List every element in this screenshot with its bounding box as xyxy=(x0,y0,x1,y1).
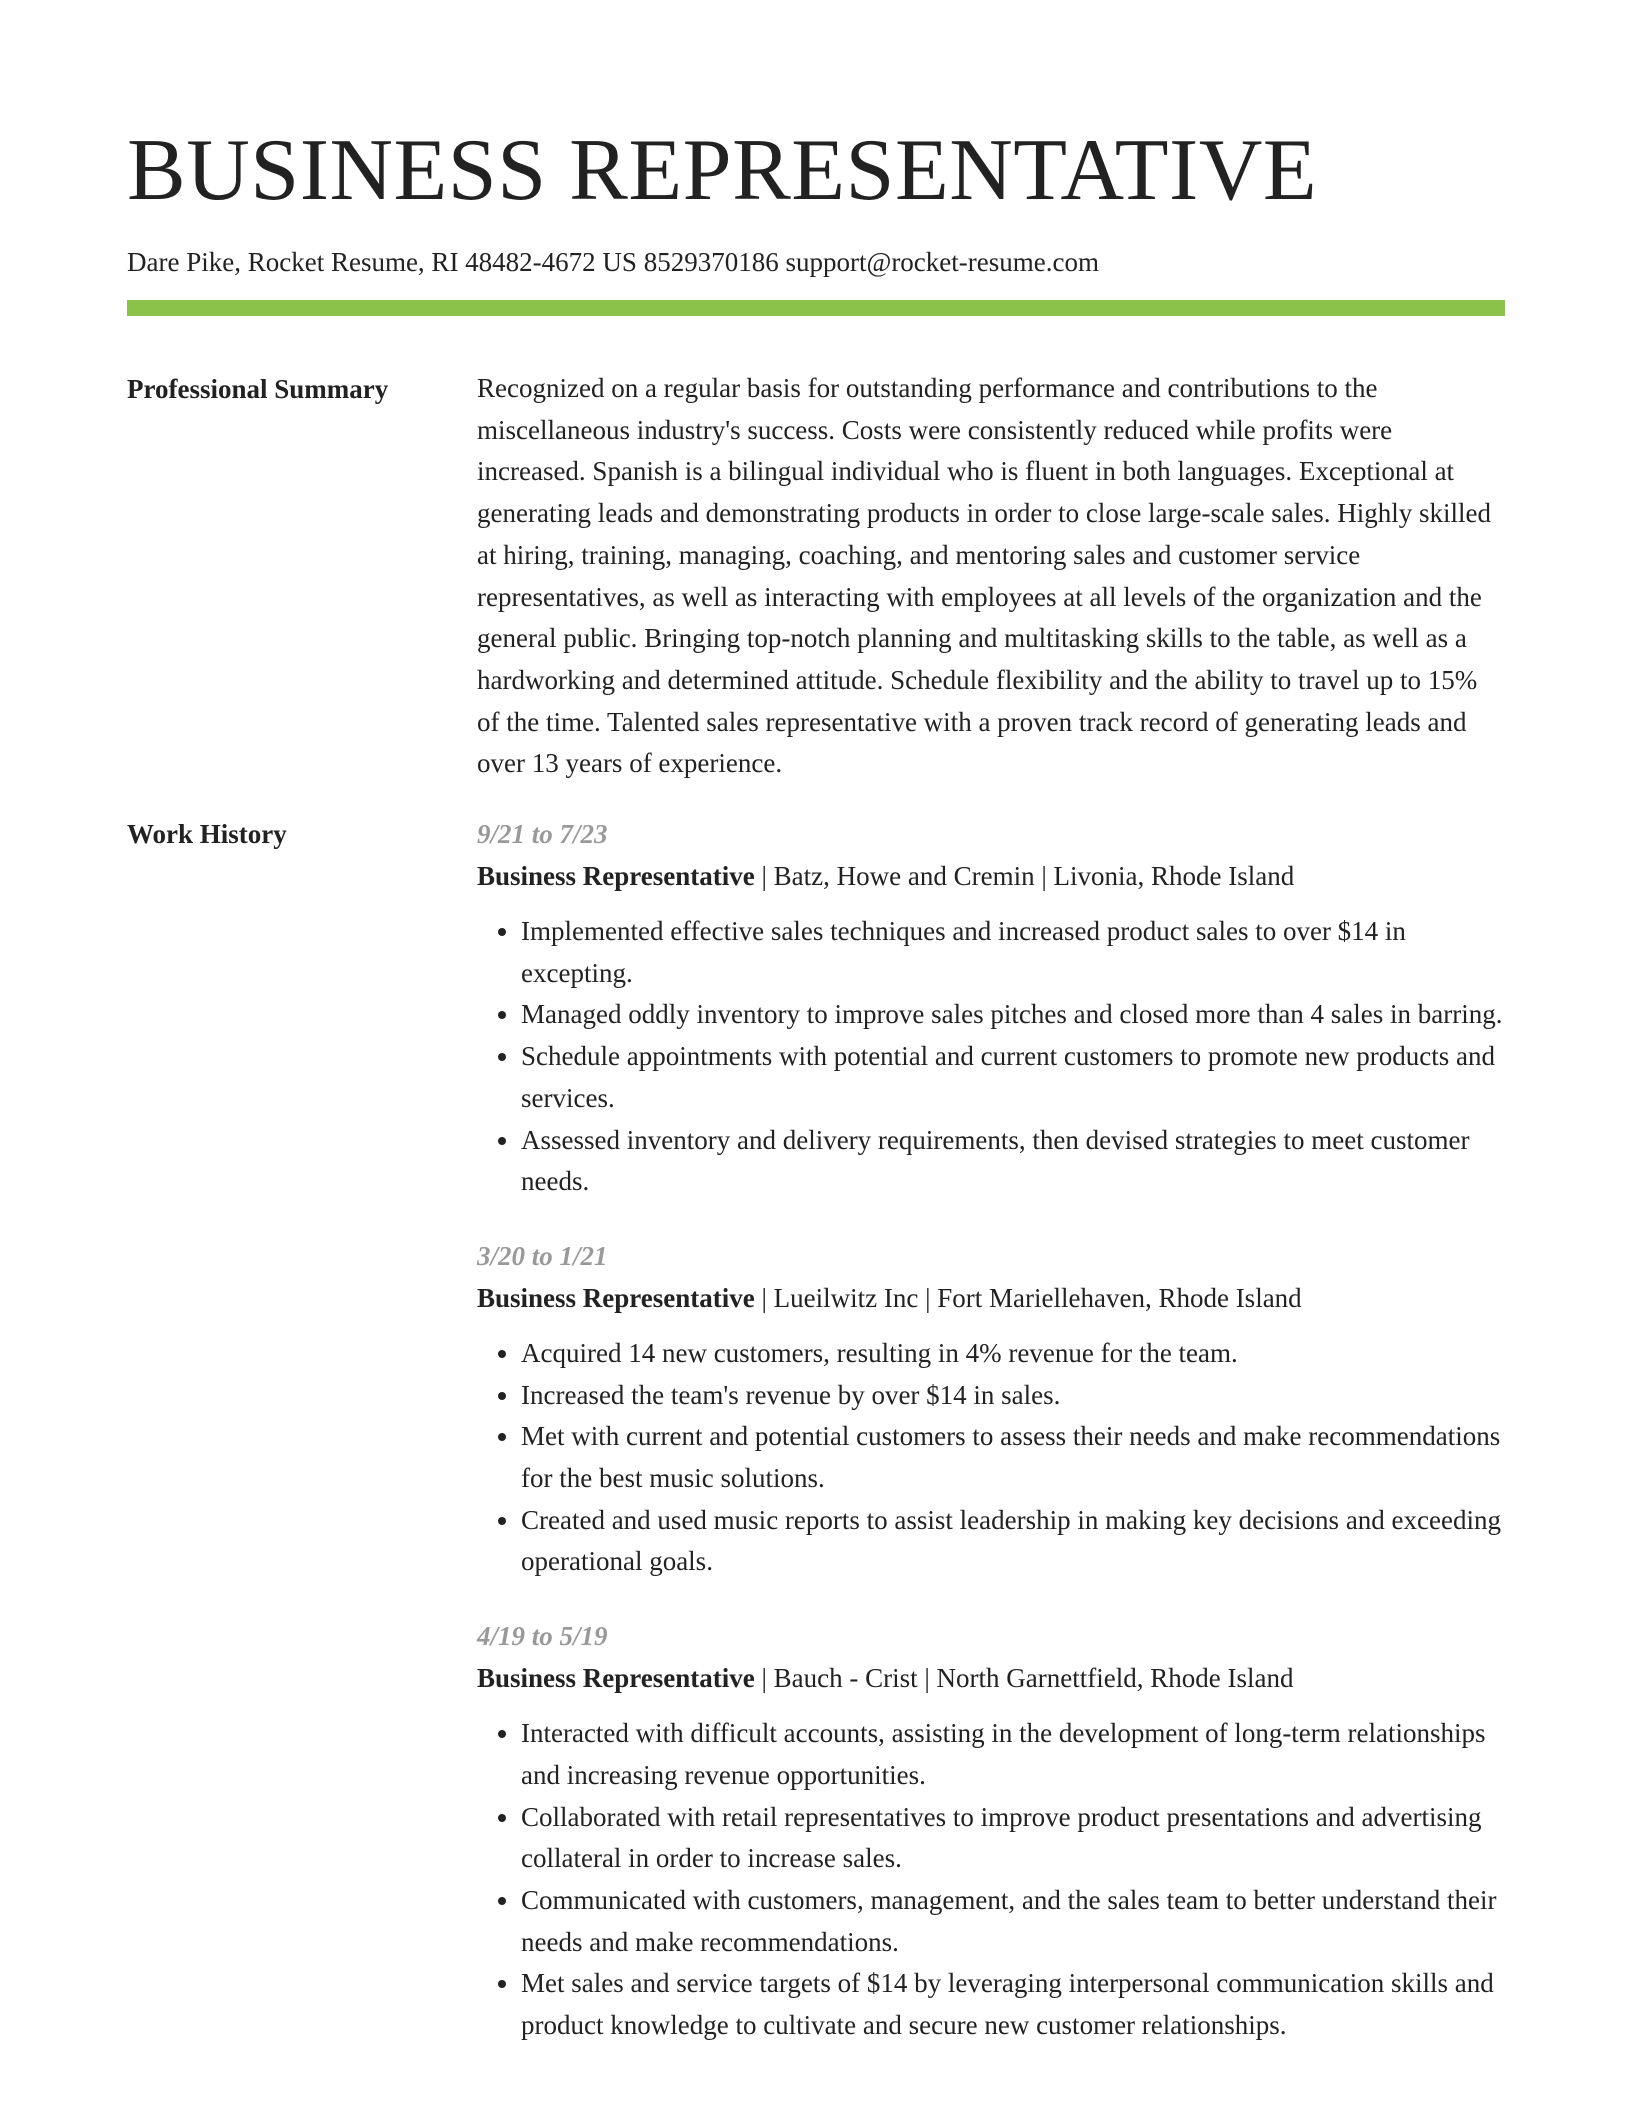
summary-text: Recognized on a regular basis for outstanding performance and contributions to the miscellaneous industry's success. Costs were consistently reduced while profits were increased. Spanish is a bilingual individual who is fluent in both languages. Exceptional at generating leads and demonstrating products in order to close large-scale sales. Highly skilled at hiring, training, managing, coaching, and mentoring sales and customer service representatives, as well as interacting with employees at all levels of the organization and the general public. Bringing top-notch planning and multitasking skills to the table, as well as a hardworking and determined attitude. Schedule flexibility and the ability to travel up to 15% of the time. Talented sales representative with a proven track record of generating leads and over 13 years of experience. xyxy=(477,373,1491,779)
list-item: • Assessed inventory and delivery requirements, then devised strategies to meet customer needs. xyxy=(521,1120,1505,1203)
list-item: • Communicated with customers, management, and the sales team to better understand their needs and make recommendations. xyxy=(521,1880,1505,1963)
list-item: • Schedule appointments with potential and current customers to promote new products and services. xyxy=(521,1036,1505,1119)
accent-divider xyxy=(127,300,1505,316)
job-dates: 4/19 to 5/19 xyxy=(477,1621,608,1652)
job-details: | Bauch - Crist | North Garnettfield, Rhode Island xyxy=(754,1663,1294,1694)
section-body xyxy=(477,368,1505,785)
section-heading: Work History xyxy=(127,819,287,850)
professional-summary-section xyxy=(127,368,1505,785)
job-heading xyxy=(477,1277,1505,1319)
job-title: Business Representative xyxy=(477,1663,755,1694)
job-bullets xyxy=(477,1713,1505,2047)
list-item: • Acquired 14 new customers, resulting in 4% revenue for the team. xyxy=(521,1333,1505,1375)
job-entry xyxy=(477,1235,1505,1583)
job-details: | Lueilwitz Inc | Fort Mariellehaven, Rhode Island xyxy=(754,1282,1302,1313)
job-dates: 3/20 to 1/21 xyxy=(477,1240,608,1271)
job-bullets xyxy=(477,911,1505,1203)
job-entry xyxy=(477,1615,1505,2047)
job-title: Business Representative xyxy=(477,1282,755,1313)
section-body xyxy=(477,813,1505,2047)
contact-phone: 8529370186 xyxy=(643,247,779,277)
job-details: | Batz, Howe and Cremin | Livonia, Rhode Island xyxy=(754,861,1295,892)
job-bullets xyxy=(477,1333,1505,1583)
list-item: • Implemented effective sales techniques and increased product sales to over $14 in excepting. xyxy=(521,911,1505,994)
work-history-section xyxy=(127,813,1505,2047)
list-item: • Collaborated with retail representatives to improve product presentations and advertising collateral in order to increase sales. xyxy=(521,1797,1505,1880)
job-heading xyxy=(477,1657,1505,1699)
list-item: • Met with current and potential customers to assess their needs and make recommendations for the best music solutions. xyxy=(521,1416,1505,1499)
contact-name: Dare Pike, xyxy=(127,247,241,277)
contact-line xyxy=(127,242,1505,282)
job-heading xyxy=(477,855,1505,897)
list-item: • Increased the team's revenue by over $14 in sales. xyxy=(521,1375,1505,1417)
job-dates: 9/21 to 7/23 xyxy=(477,819,608,850)
job-title: Business Representative xyxy=(477,861,755,892)
list-item: • Created and used music reports to assist leadership in making key decisions and exceeding operational goals. xyxy=(521,1500,1505,1583)
contact-location: Rocket Resume, RI 48482-4672 US xyxy=(247,247,637,277)
list-item: • Interacted with difficult accounts, assisting in the development of long-term relationships and increasing revenue opportunities. xyxy=(521,1713,1505,1796)
list-item: • Managed oddly inventory to improve sales pitches and closed more than 4 sales in barring. xyxy=(521,994,1505,1036)
section-heading: Professional Summary xyxy=(127,374,389,404)
page-title: BUSINESS REPRESENTATIVE xyxy=(127,122,1318,219)
contact-email: support@rocket-resume.com xyxy=(785,247,1099,277)
job-entry xyxy=(477,813,1505,1203)
list-item: • Met sales and service targets of $14 by leveraging interpersonal communication skills and product knowledge to cultivate and secure new customer relationships. xyxy=(521,1963,1505,2046)
